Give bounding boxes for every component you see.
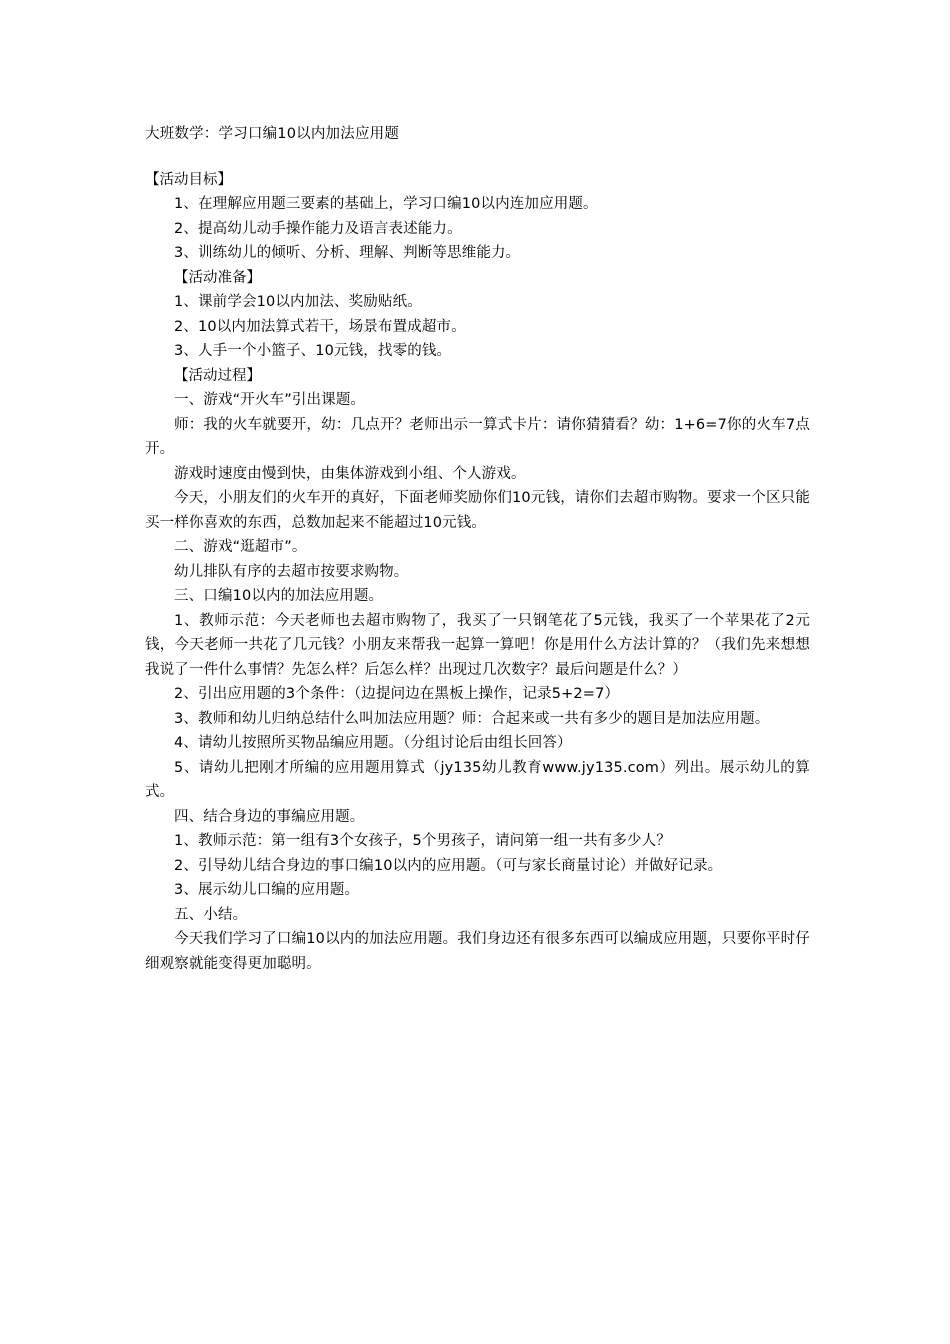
- process-paragraph: 1、教师示范：第一组有3个女孩子，5个男孩子，请问第一组一共有多少人？: [174, 833, 671, 849]
- process-paragraph: 一、游戏“开火车”引出课题。: [174, 392, 366, 408]
- prep-item: 3、人手一个小篮子、10元钱，找零的钱。: [174, 343, 452, 359]
- process-paragraph: 二、游戏“逛超市”。: [174, 539, 307, 555]
- goal-item: 1、在理解应用题三要素的基础上，学习口编10以内连加应用题。: [174, 196, 598, 212]
- process-paragraph: 三、口编10以内的加法应用题。: [174, 588, 384, 604]
- process-paragraph: 四、结合身边的事编应用题。: [174, 808, 365, 825]
- goal-item: 3、训练幼儿的倾听、分析、理解、判断等思维能力。: [174, 245, 521, 261]
- process-paragraph: 1、教师示范：今天老师也去超市购物了，我买了一只钢笔花了5元钱，我买了一个苹果花了2元钱，今天老师一共花了几元钱？小朋友来帮我一起算一算吧！你是用什么方法计算的？（我们先来想想我说了一件什么事情？先怎么样？后怎么样？出现过几次数字？最后问题是什么？）: [145, 612, 810, 678]
- prep-item: 2、10以内加法算式若干，场景布置成超市。: [174, 318, 466, 335]
- process-paragraph: 五、小结。: [174, 906, 248, 923]
- process-paragraph: 5、请幼儿把刚才所编的应用题用算式（jy135幼儿教育www.jy135.com）列出。展示幼儿的算式。: [145, 759, 810, 800]
- process-paragraph: 今天，小朋友们的火车开的真好，下面老师奖励你们10元钱，请你们去超市购物。要求一个区只能买一样你喜欢的东西，总数加起来不能超过10元钱。: [145, 490, 810, 531]
- prep-item: 1、课前学会10以内加法、奖励贴纸。: [174, 294, 422, 310]
- process-paragraph: 今天我们学习了口编10以内的加法应用题。我们身边还有很多东西可以编成应用题，只要你平时仔细观察就能变得更加聪明。: [145, 931, 810, 972]
- goals-heading: 【活动目标】: [145, 171, 232, 188]
- process-paragraph: 3、教师和幼儿归纳总结什么叫加法应用题？师：合起来或一共有多少的题目是加法应用题。: [174, 710, 770, 727]
- process-paragraph: 幼儿排队有序的去超市按要求购物。: [174, 563, 409, 580]
- process-paragraph: 游戏时速度由慢到快，由集体游戏到小组、个人游戏。: [174, 465, 526, 482]
- process-heading: 【活动过程】: [174, 367, 261, 384]
- process-paragraph: 3、展示幼儿口编的应用题。: [174, 882, 360, 898]
- goal-item: 2、提高幼儿动手操作能力及语言表述能力。: [174, 220, 462, 237]
- process-paragraph: 4、请幼儿按照所买物品编应用题。（分组讨论后由组长回答）: [174, 735, 572, 751]
- document-title: 大班数学：学习口编10以内加法应用题: [145, 126, 400, 142]
- prep-heading: 【活动准备】: [174, 269, 261, 286]
- process-paragraph: 2、引导幼儿结合身边的事口编10以内的应用题。（可与家长商量讨论）并做好记录。: [174, 857, 723, 874]
- process-paragraph: 师：我的火车就要开，幼：几点开？老师出示一算式卡片：请你猜猜看？幼：1+6=7你的火车7点开。: [145, 416, 810, 457]
- document-page: [145, 122, 810, 976]
- process-paragraph: 2、引出应用题的3个条件：（边提问边在黑板上操作，记录5+2=7）: [174, 686, 620, 702]
